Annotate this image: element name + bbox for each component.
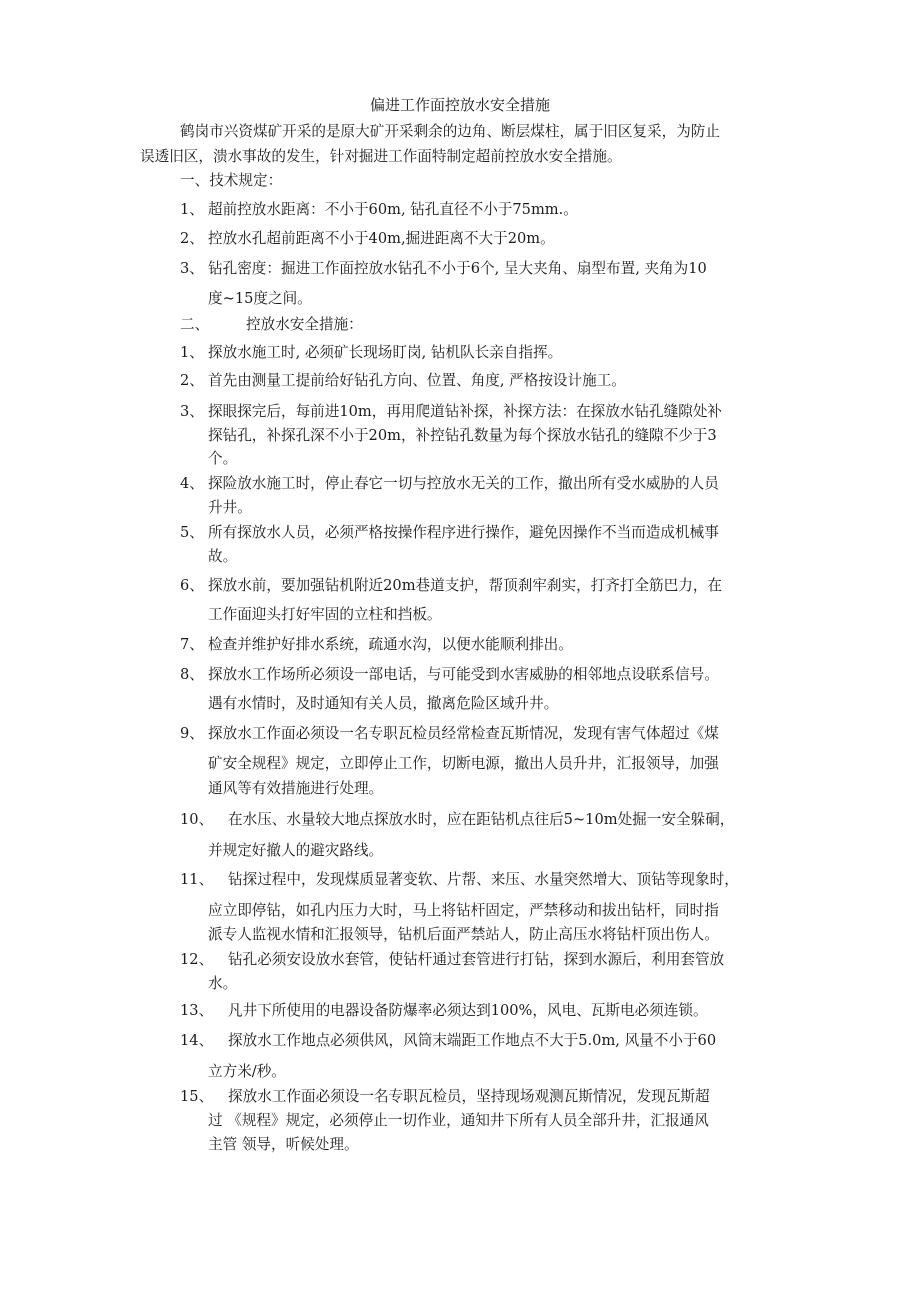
s2-item-9-line-2: 矿安全规程》规定，立即停止工作，切断电源，撤出人员升井，汇报领导，加强 bbox=[208, 755, 719, 772]
s2-item-12-line-1: 钻孔必须安设放水套管，使钻杆通过套管进行打钻，探到水源后，利用套管放 bbox=[228, 951, 725, 968]
s2-item-15-line-3: 主管 领导，听候处理。 bbox=[208, 1136, 359, 1153]
s2-item-12-num: 12、 bbox=[180, 951, 214, 968]
s2-item-14-num: 14、 bbox=[180, 1032, 214, 1049]
s2-item-8-line-2: 遇有水情时，及时通知有关人员，撤离危险区域升井。 bbox=[208, 695, 559, 712]
s1-item-3-num: 3、 bbox=[180, 260, 204, 277]
s2-item-1-num: 1、 bbox=[180, 344, 204, 361]
intro-line-2: 误透旧区，溃水事故的发生，针对掘进工作面特制定超前控放水安全措施。 bbox=[140, 148, 622, 165]
s1-item-2-line-1: 控放水孔超前距离不小于40m,掘进距离不大于20m。 bbox=[208, 230, 555, 247]
s2-item-8-line-1: 探放水工作场所必须设一部电话，与可能受到水害威胁的相邻地点设联系信号。 bbox=[208, 666, 719, 683]
s2-item-5-line-2: 故。 bbox=[208, 548, 238, 565]
s2-item-1-line-1: 探放水施工时, 必须矿长现场盯岗, 钻机队长亲自指挥。 bbox=[208, 344, 563, 361]
s2-item-15-num: 15、 bbox=[180, 1088, 214, 1105]
document-title: 偏进工作面控放水安全措施 bbox=[369, 96, 550, 114]
s2-item-11-line-1: 钻探过程中，发现煤质显著变软、片帮、来压、水量突然增大、顶钻等现象时， bbox=[228, 871, 739, 888]
s2-item-5-num: 5、 bbox=[180, 524, 204, 541]
s2-item-12-line-2: 水。 bbox=[208, 975, 238, 992]
s2-item-3-line-2: 探钻孔，补探孔深不小于20m，补控钻孔数量为每个探放水钻孔的缝隙不少于3 bbox=[208, 427, 717, 444]
s2-item-9-line-1: 探放水工作面必须设一名专职瓦检员经常检查瓦斯情况，发现有害气体超过《煤 bbox=[208, 725, 719, 742]
s2-item-10-num: 10、 bbox=[180, 811, 214, 828]
s2-item-9-line-3: 通风等有效措施进行处理。 bbox=[208, 780, 384, 797]
s2-item-11-num: 11、 bbox=[180, 871, 214, 888]
s2-item-15-line-2: 过 《规程》规定，必须停止一切作业，通知井下所有人员全部升井，汇报通风 bbox=[208, 1112, 709, 1129]
section2-heading-num: 二、 bbox=[180, 316, 210, 333]
s2-item-3-num: 3、 bbox=[180, 403, 204, 420]
section1-heading: 一、技术规定： bbox=[180, 172, 283, 189]
intro-line-1: 鹤岗市兴资煤矿开采的是原大矿开采剩余的边角、断层煤柱，属于旧区复采，为防止 bbox=[180, 123, 720, 140]
s2-item-4-line-1: 探险放水施工时，停止春它一切与控放水无关的工作，撤出所有受水威胁的人员 bbox=[208, 475, 719, 492]
s2-item-7-line-1: 检查并维护好排水系统，疏通水沟，以便水能顺利排出。 bbox=[208, 636, 573, 653]
s2-item-15-line-1: 探放水工作面必须设一名专职瓦检员，坚持现场观测瓦斯情况，发现瓦斯超 bbox=[228, 1088, 710, 1105]
s2-item-10-line-2: 并规定好撤人的避灾路线。 bbox=[208, 842, 384, 859]
s2-item-8-num: 8、 bbox=[180, 666, 204, 683]
s2-item-14-line-1: 探放水工作地点必须供风，风筒末端距工作地点不大于5.0m, 风量不小于60 bbox=[228, 1032, 717, 1049]
s2-item-11-line-3: 派专人监视水情和汇报领导，钻机后面严禁站人，防止高压水将钻杆顶出伤人。 bbox=[208, 926, 719, 943]
s2-item-2-line-1: 首先由测量工提前给好钻孔方向、位置、角度, 严格按设计施工。 bbox=[208, 372, 626, 389]
s1-item-3-line-2: 度~15度之间。 bbox=[208, 290, 312, 307]
s1-item-2-num: 2、 bbox=[180, 230, 204, 247]
s2-item-5-line-1: 所有探放水人员，必须严格按操作程序进行操作，避免因操作不当而造成机械事 bbox=[208, 524, 719, 541]
s2-item-6-line-1: 探放水前，要加强钻机附近20m巷道支护，帮顶刹牢刹实，打齐打全筋巴力，在 bbox=[208, 577, 723, 594]
s2-item-9-num: 9、 bbox=[180, 725, 204, 742]
s2-item-2-num: 2、 bbox=[180, 372, 204, 389]
s2-item-14-line-2: 立方米/秒。 bbox=[208, 1063, 286, 1080]
s2-item-13-num: 13、 bbox=[180, 1002, 214, 1019]
s2-item-7-num: 7、 bbox=[180, 636, 204, 653]
s2-item-11-line-2: 应立即停钻，如孔内压力大时，马上将钻杆固定，严禁移动和拔出钻杆，同时指 bbox=[208, 902, 719, 919]
s2-item-3-line-1: 探眼探完后，每前进10m，再用爬道钻补探，补探方法：在探放水钻孔缝隙处补 bbox=[208, 403, 723, 420]
s2-item-10-line-1: 在水压、水量较大地点探放水时，应在距钻机点往后5~10m处掘一安全躲硐， bbox=[228, 811, 735, 828]
section2-heading: 控放水安全措施： bbox=[246, 316, 363, 333]
s2-item-6-line-2: 工作面迎头打好牢固的立柱和挡板。 bbox=[208, 606, 442, 623]
s2-item-13-line-1: 凡井下所使用的电器设备防爆率必须达到100%，风电、瓦斯电必须连锁。 bbox=[228, 1002, 708, 1019]
s2-item-3-line-3: 个。 bbox=[208, 450, 238, 467]
s1-item-3-line-1: 钻孔密度：掘进工作面控放水钻孔不小于6个, 呈大夹角、扇型布置, 夹角为10 bbox=[208, 260, 707, 277]
s2-item-4-num: 4、 bbox=[180, 475, 204, 492]
s2-item-6-num: 6、 bbox=[180, 577, 204, 594]
s1-item-1-num: 1、 bbox=[180, 201, 204, 218]
s1-item-1-line-1: 超前控放水距离：不小于60m, 钻孔直径不小于75mm.。 bbox=[208, 201, 578, 218]
s2-item-4-line-2: 升井。 bbox=[208, 499, 252, 516]
